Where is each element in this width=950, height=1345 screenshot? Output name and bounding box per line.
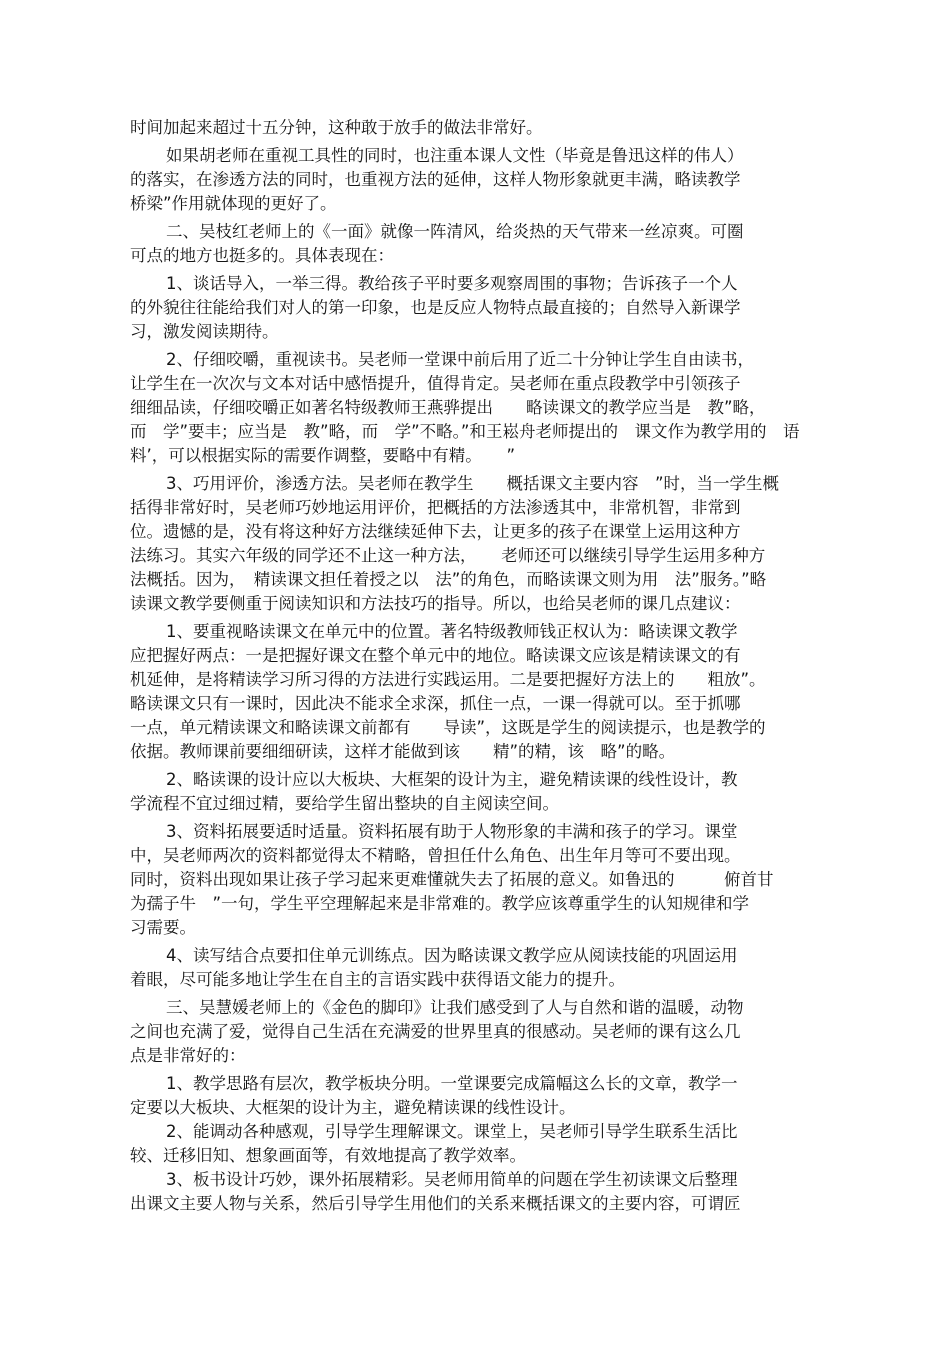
text-line: 时间加起来超过十五分钟，这种敢于放手的做法非常好。: [130, 118, 543, 137]
text-line: 括得非常好时，吴老师巧妙地运用评价，把概括的方法渗透其中，非常机智，非常到: [130, 498, 741, 517]
text-line: 出课文主要人物与关系，然后引导学生用他们的关系来概括课文的主要内容，可谓匠: [130, 1194, 741, 1213]
text-line: 让学生在一次次与文本对话中感悟提升，值得肯定。吴老师在重点段教学中引领孩子: [130, 374, 741, 393]
text-line: 位。遗憾的是，没有将这种好方法继续延伸下去，让更多的孩子在课堂上运用这种方: [130, 522, 741, 541]
text-line: 之间也充满了爱，觉得自己生活在充满爱的世界里真的很感动。吴老师的课有这么几: [130, 1022, 741, 1041]
text-line: 着眼，尽可能多地让学生在自主的言语实践中获得语文能力的提升。: [130, 970, 625, 989]
text-line: 3、资料拓展要适时适量。资料拓展有助于人物形象的丰满和孩子的学习。课堂: [166, 822, 738, 841]
text-line: 习需要。: [130, 918, 196, 937]
text-line: 习，激发阅读期待。: [130, 322, 279, 341]
text-line: 的落实，在渗透方法的同时，也重视方法的延伸，这样人物形象就更丰满，略读教学: [130, 170, 741, 189]
text-line: 法练习。其实六年级的同学还不止这一种方法， 老师还可以继续引导学生运用多种方: [130, 546, 766, 565]
text-line: 如果胡老师在重视工具性的同时，也注重本课人文性（毕竟是鲁迅这样的伟人）: [166, 146, 744, 165]
text-line: 中，吴老师两次的资料都觉得太不精略，曾担任什么角色、出生年月等可不要出现。: [130, 846, 741, 865]
text-line: 一点，单元精读课文和略读课文前都有 导读”，这既是学生的阅读提示，也是教学的: [130, 718, 766, 737]
text-line: 1、谈话导入，一举三得。教给孩子平时要多观察周围的事物；告诉孩子一个人: [166, 274, 738, 293]
text-line: 机延伸，是将精读学习所习得的方法进行实践运用。二是要把握好方法上的 粗放”。: [130, 670, 766, 689]
text-line: 4、读写结合点要扣住单元训练点。因为略读课文教学应从阅读技能的巩固运用: [166, 946, 738, 965]
text-line: 略读课文只有一课时，因此决不能求全求深，抓住一点，一课一得就可以。至于抓哪: [130, 694, 741, 713]
text-line: 而 学”要丰；应当是 教”略，而 学”不略。”和王崧舟老师提出的 课文作为教学用的 语: [130, 422, 800, 441]
text-line: 同时，资料出现如果让孩子学习起来更难懂就失去了拓展的意义。如鲁迅的 俯首甘: [130, 870, 774, 889]
text-line: 二、吴枝红老师上的《一面》就像一阵清风，给炎热的天气带来一丝凉爽。可圈: [166, 222, 744, 241]
text-line: 细细品读，仔细咬嚼正如著名特级教师王燕骅提出 略读课文的教学应当是 教”略，: [130, 398, 766, 417]
text-line: 1、要重视略读课文在单元中的位置。著名特级教师钱正权认为：略读课文教学: [166, 622, 738, 641]
text-line: 为孺子牛 ”一句，学生平空理解起来是非常难的。教学应该尊重学生的认知规律和学: [130, 894, 750, 913]
text-line: 点是非常好的：: [130, 1046, 246, 1065]
text-line: 3、巧用评价，渗透方法。吴老师在教学生 概括课文主要内容 ”时，当一学生概: [166, 474, 780, 493]
text-line: 3、板书设计巧妙，课外拓展精彩。吴老师用简单的问题在学生初读课文后整理: [166, 1170, 738, 1189]
text-line: 的外貌往往能给我们对人的第一印象，也是反应人物特点最直接的；自然导入新课学: [130, 298, 741, 317]
text-line: 2、略读课的设计应以大板块、大框架的设计为主，避免精读课的线性设计，教: [166, 770, 738, 789]
text-line: 读课文教学要侧重于阅读知识和方法技巧的指导。所以，也给吴老师的课几点建议：: [130, 594, 741, 613]
text-line: 2、仔细咬嚼，重视读书。吴老师一堂课中前后用了近二十分钟让学生自由读书，: [166, 350, 754, 369]
text-line: 桥梁”作用就体现的更好了。: [130, 194, 337, 213]
text-line: 应把握好两点：一是把握好课文在整个单元中的地位。略读课文应该是精读课文的有: [130, 646, 741, 665]
text-line: 法概括。因为， 精读课文担任着授之以 法”的角色，而略读课文则为用 法”服务。”略: [130, 570, 767, 589]
text-line: 三、吴慧媛老师上的《金色的脚印》让我们感受到了人与自然和谐的温暖，动物: [166, 998, 744, 1017]
text-line: 定要以大板块、大框架的设计为主，避免精读课的线性设计。: [130, 1098, 576, 1117]
text-line: 依据。教师课前要细细研读，这样才能做到该 精”的精，该 略”的略。: [130, 742, 676, 761]
text-line: 可点的地方也挺多的。具体表现在：: [130, 246, 394, 265]
text-line: 较、迁移旧知、想象画面等，有效地提高了教学效率。: [130, 1146, 526, 1165]
text-line: 学流程不宜过细过精，要给学生留出整块的自主阅读空间。: [130, 794, 559, 813]
text-line: 1、教学思路有层次，教学板块分明。一堂课要完成篇幅这么长的文章，教学一: [166, 1074, 738, 1093]
text-line: 料’，可以根据实际的需要作调整，要略中有精。 ”: [130, 446, 516, 465]
text-line: 2、能调动各种感观，引导学生理解课文。课堂上，吴老师引导学生联系生活比: [166, 1122, 738, 1141]
